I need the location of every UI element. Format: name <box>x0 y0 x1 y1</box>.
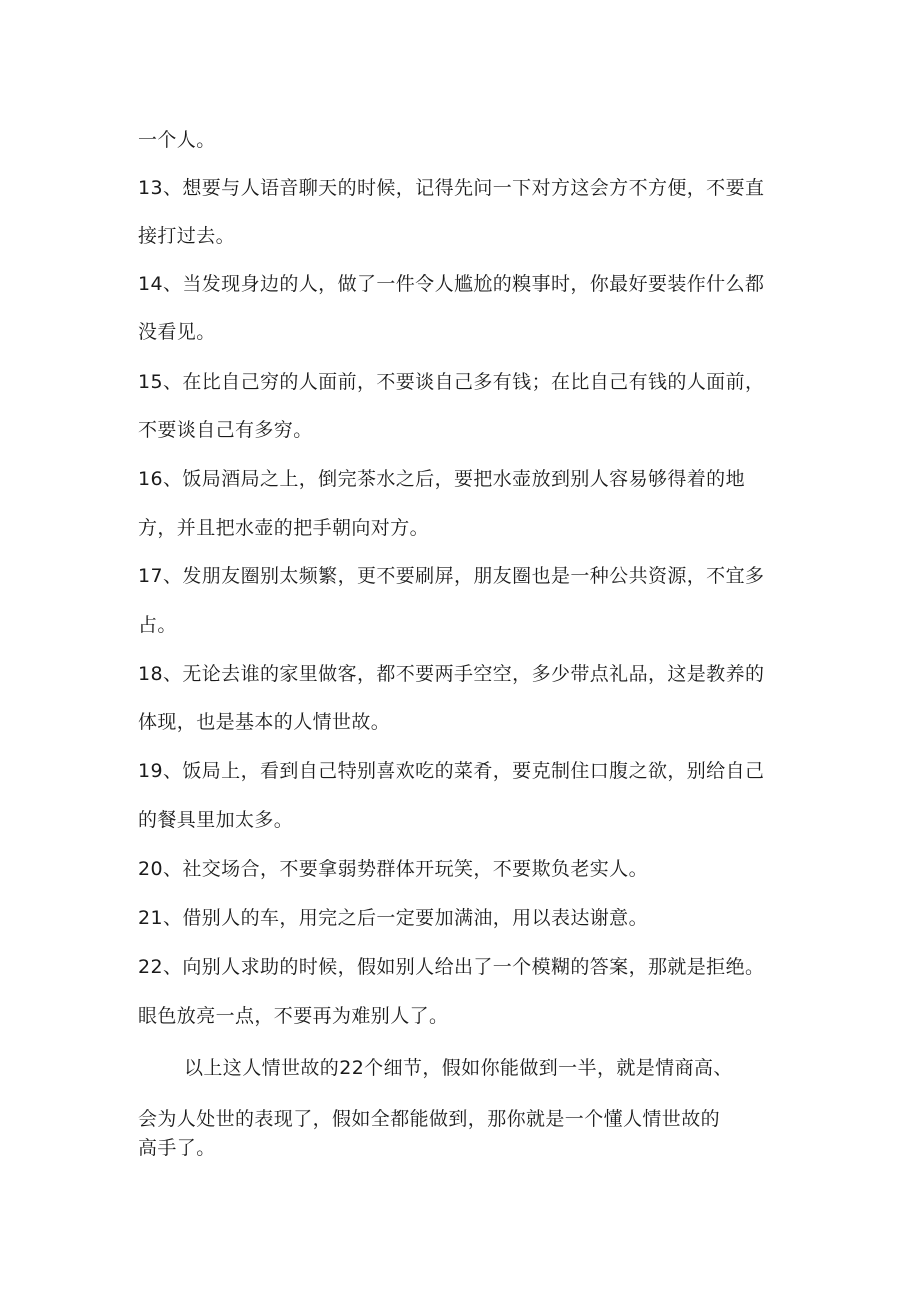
text-line: 方，并且把水壶的把手朝向对方。 <box>138 517 430 539</box>
text-line: 14、当发现身边的人，做了一件令人尴尬的糗事时，你最好要装作什么都 <box>138 273 765 295</box>
text-line: 13、想要与人语音聊天的时候，记得先问一下对方这会方不方便，不要直 <box>138 177 765 199</box>
text-line: 17、发朋友圈别太频繁，更不要刷屏，朋友圈也是一种公共资源，不宜多 <box>138 565 765 587</box>
text-line: 占。 <box>138 614 177 636</box>
text-line: 15、在比自己穷的人面前，不要谈自己多有钱；在比自己有钱的人面前， <box>138 371 765 393</box>
text-line: 高手了。 <box>138 1137 216 1159</box>
text-line: 21、借别人的车，用完之后一定要加满油，用以表达谢意。 <box>138 907 648 929</box>
text-line: 不要谈自己有多穷。 <box>138 419 313 441</box>
text-line: 22、向别人求助的时候，假如别人给出了一个模糊的答案，那就是拒绝。 <box>138 956 765 978</box>
text-line: 20、社交场合，不要拿弱势群体开玩笑，不要欺负老实人。 <box>138 858 648 880</box>
text-line: 的餐具里加太多。 <box>138 809 294 831</box>
text-line: 以上这人情世故的22个细节，假如你能做到一半，就是情商高、 <box>184 1057 733 1079</box>
text-line: 没看见。 <box>138 321 216 343</box>
text-line: 19、饭局上，看到自己特别喜欢吃的菜肴，要克制住口腹之欲，别给自己 <box>138 760 765 782</box>
text-line: 16、饭局酒局之上，倒完茶水之后，要把水壶放到别人容易够得着的地 <box>138 468 745 490</box>
text-line: 会为人处世的表现了，假如全都能做到，那你就是一个懂人情世故的 <box>138 1108 721 1130</box>
text-line: 接打过去。 <box>138 225 236 247</box>
text-line: 一个人。 <box>138 129 216 151</box>
text-line: 体现，也是基本的人情世故。 <box>138 711 391 733</box>
text-line: 18、无论去谁的家里做客，都不要两手空空，多少带点礼品，这是教养的 <box>138 663 765 685</box>
text-line: 眼色放亮一点，不要再为难别人了。 <box>138 1005 449 1027</box>
